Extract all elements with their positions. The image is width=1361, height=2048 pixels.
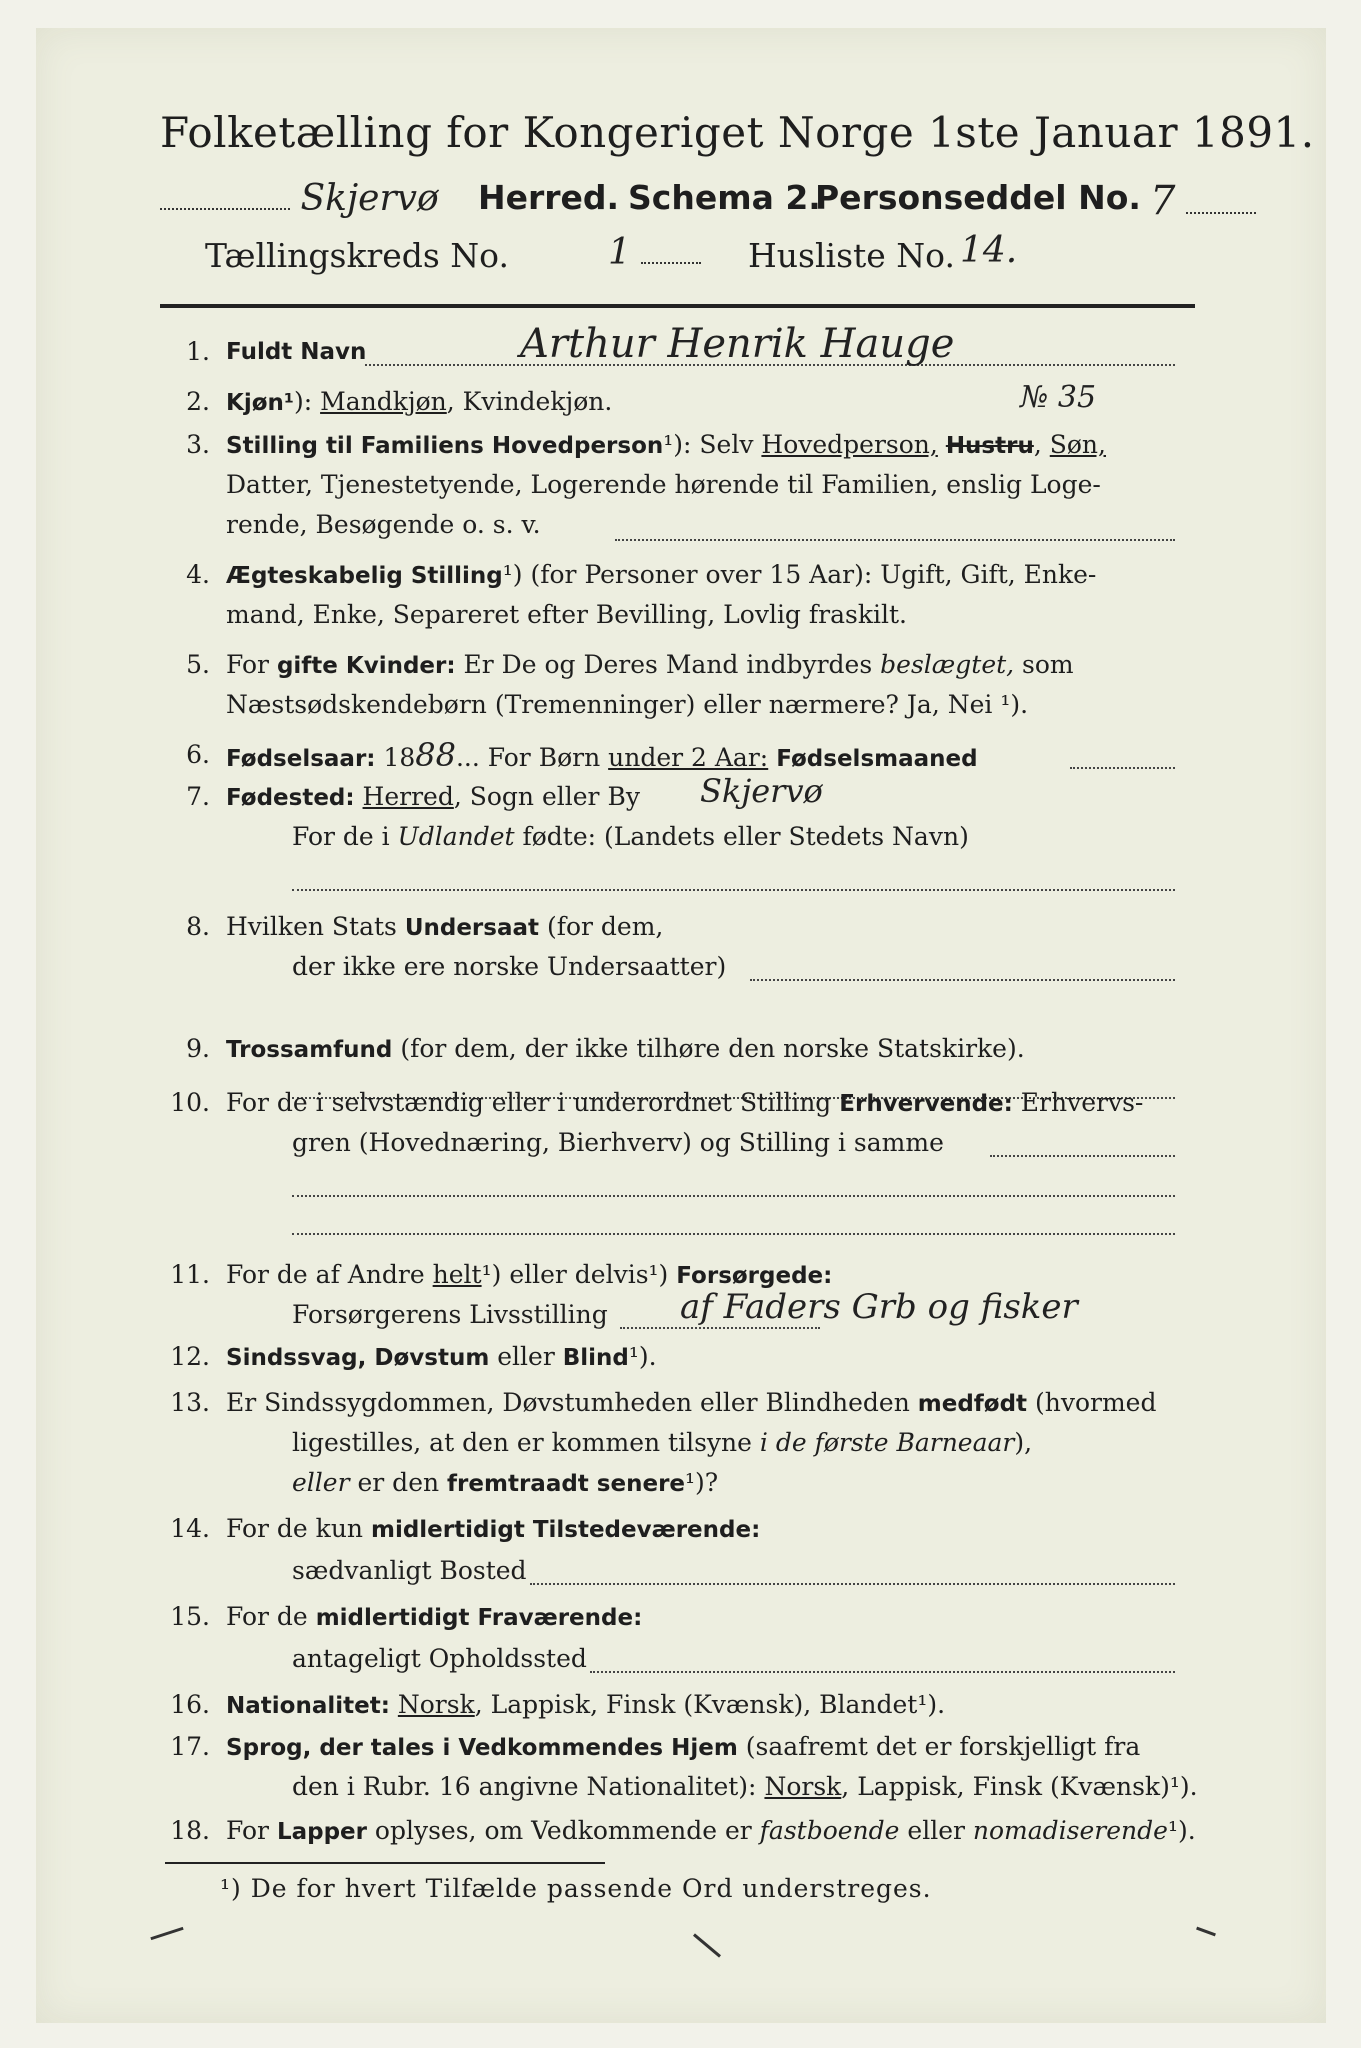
text: fødte: (Landets eller Stedets Navn): [514, 822, 969, 851]
fill-line: [990, 1155, 1175, 1157]
row-label: Sindssvag, Døvstum: [226, 1345, 490, 1371]
row-label: Forsørgede:: [676, 1263, 833, 1289]
text: der ikke ere norske Undersaatter): [292, 952, 727, 981]
row-label: fremtraadt senere: [447, 1471, 686, 1497]
fill-line: [292, 1233, 1175, 1235]
option-son: Søn,: [1049, 430, 1106, 459]
row-number: 3.: [186, 430, 210, 459]
row-number: 12.: [170, 1342, 210, 1371]
supporter-occupation-value: af Faders Grb og fisker: [680, 1287, 1078, 1327]
text: ligestilles, at den er kommen tilsyne: [292, 1428, 760, 1457]
row-label: gifte Kvinder:: [276, 653, 456, 679]
fill-line: [530, 1583, 1175, 1585]
husliste-label: Husliste No.: [748, 236, 955, 275]
header-rule: [160, 304, 1195, 308]
row-number: 8.: [186, 912, 210, 941]
row-label: Blind: [562, 1345, 629, 1371]
text: (for dem, der ikke tilhøre den norske Statskirke).: [392, 1034, 1025, 1063]
text: For de af Andre: [226, 1260, 433, 1289]
text: sædvanligt Bosted: [292, 1556, 527, 1585]
text: eller: [489, 1342, 563, 1371]
fill-line: [292, 889, 1175, 891]
row-label: Lapper: [276, 1819, 367, 1845]
text: Hvilken Stats: [226, 912, 405, 941]
row-label: Erhvervende:: [839, 1091, 1013, 1117]
row-number: 1.: [186, 337, 210, 366]
husliste-value: 14.: [960, 230, 1018, 271]
row-label: Trossamfund: [226, 1037, 393, 1063]
row-label: midlertidigt Fraværende:: [315, 1605, 643, 1631]
text: ,: [1033, 430, 1050, 459]
personseddel-value: 7: [1150, 178, 1176, 224]
text: Er Sindssygdommen, Døvstumheden eller Blindheden: [226, 1388, 918, 1417]
option-hovedperson: Hovedperson,: [761, 430, 938, 459]
row-number: 2.: [186, 387, 210, 416]
text: nomadiserende: [972, 1816, 1168, 1845]
text: ¹).: [628, 1342, 657, 1371]
option-norsk: Norsk: [397, 1690, 475, 1719]
row-number: 15.: [170, 1602, 210, 1631]
fill-line: [750, 979, 1175, 981]
herred-field: [160, 178, 480, 228]
row-number: 16.: [170, 1690, 210, 1719]
row-label: Undersaat: [404, 915, 539, 941]
footnote-mark: ¹: [283, 390, 294, 416]
personseddel-label: Personseddel No.: [815, 178, 1141, 217]
text: Forsørgerens Livsstilling: [292, 1300, 608, 1329]
option-mandkjon: Mandkjøn: [320, 387, 447, 416]
row-label: Fødselsmaaned: [768, 746, 978, 772]
fill-line: [615, 539, 1175, 541]
entry-note: № 35: [1020, 380, 1097, 415]
fill-line: [590, 1671, 1175, 1673]
text: ¹)?: [685, 1468, 719, 1497]
row-label: Fuldt Navn: [226, 339, 367, 365]
text: For de i selvstændig eller i underordnet Stilling: [226, 1088, 840, 1117]
form-title: Folketælling for Kongeriget Norge 1ste Januar 1891.: [160, 108, 1315, 157]
personseddel-field: [1150, 178, 1256, 228]
row-label: Nationalitet:: [226, 1693, 390, 1719]
footnote-rule: [165, 1862, 605, 1864]
text: , Sogn eller By: [453, 782, 640, 811]
text: ... For Børn: [455, 743, 609, 772]
text: For de i: [292, 822, 398, 851]
text: antageligt Opholdssted: [292, 1644, 587, 1673]
row-number: 7.: [186, 782, 210, 811]
full-name-value: Arthur Henrik Hauge: [520, 321, 955, 367]
herred-value: Skjervø: [300, 178, 439, 219]
text: ):: [293, 387, 321, 416]
option-herred: Herred: [362, 782, 454, 811]
row-label: midlertidigt Tilstedeværende:: [370, 1517, 761, 1543]
text: som: [1014, 650, 1074, 679]
text: er den: [349, 1468, 448, 1497]
text: Er De og Deres Mand indbyrdes: [455, 650, 881, 679]
herred-label: Herred.: [478, 178, 620, 217]
row-label: medfødt: [917, 1391, 1028, 1417]
row-number: 18.: [170, 1816, 210, 1845]
text: fastboende: [759, 1816, 900, 1845]
row-number: 10.: [170, 1088, 210, 1117]
text: ),: [1014, 1428, 1033, 1457]
row-label: Fødselsaar:: [226, 746, 376, 772]
row-label: Stilling til Familiens Hovedperson: [226, 433, 664, 459]
row-number: 9.: [186, 1034, 210, 1063]
text: (for dem,: [539, 912, 664, 941]
text: For de kun: [226, 1514, 371, 1543]
text: ¹) (for Personer over 15 Aar): Ugift, Gift, Enke-: [502, 560, 1097, 589]
row-number: 11.: [170, 1260, 210, 1289]
text: under 2 Aar:: [608, 743, 769, 772]
text: rende, Besøgende o. s. v.: [226, 510, 541, 539]
text: ¹).: [1167, 1816, 1196, 1845]
text: , Lappisk, Finsk (Kvænsk)¹).: [841, 1772, 1198, 1801]
row-number: 5.: [186, 650, 210, 679]
text: eller: [899, 1816, 973, 1845]
text: Erhvervs-: [1012, 1088, 1144, 1117]
struck-option: Hustru: [945, 433, 1034, 459]
row-number: 4.: [186, 560, 210, 589]
birthplace-value: Skjervø: [700, 772, 823, 810]
kreds-label: Tællingskreds No.: [205, 236, 509, 275]
text: den i Rubr. 16 angivne Nationalitet):: [292, 1772, 765, 1801]
husliste-field: [960, 230, 1017, 280]
birth-year-value: 88: [415, 736, 456, 774]
fill-line: [620, 1327, 820, 1329]
kreds-value: 1: [608, 232, 631, 273]
text: eller: [292, 1468, 350, 1497]
row-number: 6.: [186, 740, 210, 769]
text: (saafremt det er forskjelligt fra: [737, 1732, 1141, 1761]
kreds-field: [608, 232, 701, 282]
text: beslægtet,: [880, 650, 1015, 679]
text: For: [226, 650, 277, 679]
row-number: 13.: [170, 1388, 210, 1417]
row-1: [160, 321, 1200, 382]
text: , Lappisk, Finsk (Kvænsk), Blandet¹).: [474, 1690, 946, 1719]
text: Datter, Tjenestetyende, Logerende hørende til Familien, enslig Loge-: [226, 470, 1101, 499]
text: 18: [375, 743, 416, 772]
row-label: Fødested:: [226, 785, 355, 811]
row-number: 14.: [170, 1514, 210, 1543]
option-norsk: Norsk: [764, 1772, 842, 1801]
text: i de første Barneaar: [759, 1428, 1015, 1457]
text: Næstsødskendebørn (Tremenninger) eller nærmere? Ja, Nei ¹).: [226, 690, 1029, 719]
text: oplyses, om Vedkommende er: [366, 1816, 760, 1845]
option-helt: helt: [432, 1260, 482, 1289]
row-label: Sprog, der tales i Vedkommendes Hjem: [226, 1735, 738, 1761]
text: , Kvindekjøn.: [446, 387, 613, 416]
fill-line: [292, 1195, 1175, 1197]
row-label: Ægteskabelig Stilling: [226, 563, 503, 589]
text: ¹) eller delvis¹): [481, 1260, 677, 1289]
text: ¹): Selv: [663, 430, 762, 459]
row-label: Kjøn: [226, 390, 284, 416]
footnote: ¹) De for hvert Tilfælde passende Ord understreges.: [220, 1874, 932, 1903]
row-number: 17.: [170, 1732, 210, 1761]
schema-label: Schema 2.: [628, 178, 821, 217]
text: (hvormed: [1027, 1388, 1157, 1417]
text: Udlandet: [397, 822, 515, 851]
text: gren (Hovednæring, Bierhverv) og Stilling i samme: [292, 1128, 944, 1157]
text: mand, Enke, Separeret efter Bevilling, Lovlig fraskilt.: [226, 600, 907, 629]
text: For: [226, 1816, 277, 1845]
text: For de: [226, 1602, 316, 1631]
fill-line: [1070, 767, 1175, 769]
